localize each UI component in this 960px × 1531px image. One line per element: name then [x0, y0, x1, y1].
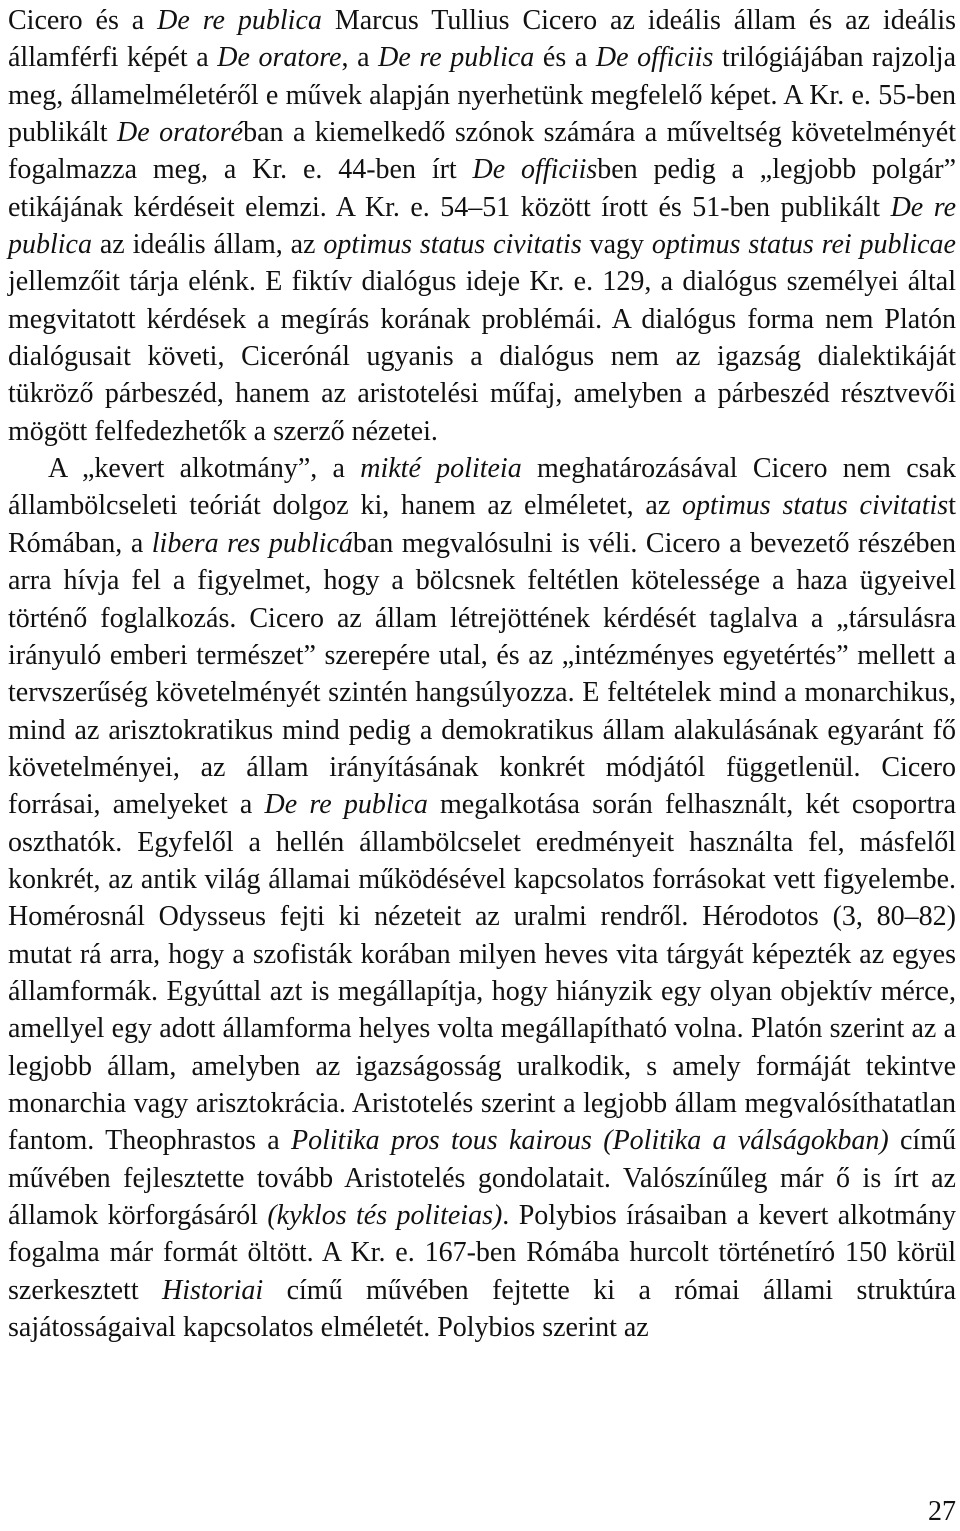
italic-text-run: De re publica	[264, 789, 428, 821]
italic-text-run: De re publica	[8, 191, 956, 261]
text-run: vagy	[581, 229, 652, 261]
document-page	[8, 2, 956, 1346]
page-number: 27	[928, 1496, 956, 1527]
text-run: , a	[341, 42, 379, 74]
text-run: jellemzőit tárja elénk. E fiktív dialógus ideje Kr. e. 129, a dialógus személyei által megvitatott kérdések a megírás korának problémái. A dialógus forma nem Platón dialógusait követi, Cicerónál ugyanis a dialógus nem az igazság dialektikáját tükröző párbeszéd, hanem az aristotelési műfaj, amelyben a párbeszéd résztvevői mögött felfedezhetők a szerző nézetei.	[8, 266, 956, 447]
italic-text-run: De officiis	[472, 154, 598, 186]
text-run: című művében fejtette ki a római állami struktúra sajátosságaival kapcsolatos elméletét. Polybios szerint az	[8, 1274, 956, 1344]
italic-text-run: mikté politeia	[360, 453, 522, 485]
text-run: meghatározásával Cicero nem csak állambölcseleti teóriát dolgoz ki, hanem az elméletet, az	[8, 453, 956, 522]
text-run: és a	[534, 42, 596, 74]
italic-text-run: optimus status civitatis	[323, 229, 582, 261]
italic-text-run: (kyklos tés politeias)	[267, 1200, 503, 1231]
text-run: Marcus Tullius Cicero az ideális állam és az ideális államférfi képét a	[8, 5, 957, 74]
italic-text-run: Historiai	[162, 1274, 264, 1306]
text-run: trilógiájában rajzolja meg, államelméletéről e művek alapján nyerhetünk megfelelő képet. A Kr. e. 55-ben publikált	[8, 42, 957, 149]
italic-text-run: De oratore	[217, 42, 342, 74]
text-run: megalkotása során felhasznált, két csoportra oszthatók. Egyfelől a hellén állambölcselet eredményeit használta fel, másfelől konkrét, az antik világ államai működésével kapcsolatos forrásokat vett figyelembe. Homérosnál Odysseus fejti ki nézeteit az uralmi rendről. Hérodotos (3, 80–82) mutat rá arra, hogy a szofisták korában milyen heves vita tárgyát képezték az egyes államformák. Egyúttal azt is megállapítja, hogy hiányzik egy olyan objektív mérce, amellyel egy adott államforma helyes volta megállapítható volna. Platón szerint az a legjobb állam, amelyben az igazságosság uralkodik, s amely formáját tekintve monarchia vagy arisztokrácia. Aristotelés szerint a legjobb állam megvalósíthatatlan fantom. Theophrastos a	[8, 789, 957, 1157]
italic-text-run: De officiis	[595, 42, 714, 74]
text-run: ban megvalósulni is véli. Cicero a bevezető részében arra hívja fel a figyelmet, hogy a bölcsnek feltétlen kötelessége a haza ügyeivel történő foglalkozás. Cicero az állam létrejöttének kérdését taglalva a „társulásra irányuló emberi természet” szerepére utal, és az „intézményes egyetértés” mellett a tervszerűség követelményét szintén hangsúlyozza. E feltételek mind a monarchikus, mind az arisztokratikus mind pedig a demokratikus állam alakulásának egyaránt fő követelményei, az állam irányításának konkrét módjától függetlenül. Cicero forrásai, amelyeket a	[8, 527, 956, 821]
paragraph-1	[8, 2, 956, 450]
text-run: című művében fejlesztette tovább Aristotelés gondolatait. Valószínűleg már ő is írt az államok körforgásáról	[8, 1125, 956, 1231]
text-run: . Polybios írásaiban a kevert alkotmány fogalma már formát öltött. A Kr. e. 167-ben Rómába hurcolt történetíró 150 körül szerkesztett	[8, 1200, 956, 1306]
paragraph-2	[8, 450, 956, 1346]
text-run: Cicero és a	[8, 5, 158, 36]
text-run: A „kevert alkotmány”, a	[48, 453, 361, 485]
italic-text-run: De re publica	[378, 42, 535, 74]
italic-text-run: optimus status rei publicae	[651, 229, 956, 261]
text-run: ban a kiemelkedő szónok számára a műveltség követelményét fogalmazza meg, a Kr. e. 44-ben írt	[8, 117, 956, 186]
text-run: ben pedig a „legjobb polgár” etikájának kérdéseit elemzi. A Kr. e. 54–51 között írott és 51-ben publikált	[8, 154, 957, 223]
italic-text-run: libera res publicá	[151, 527, 353, 559]
italic-text-run: Politika pros tous kairous (Politika a válságokban)	[291, 1125, 889, 1157]
italic-text-run: De re publica	[157, 5, 322, 36]
text-run: az ideális állam, az	[92, 229, 324, 261]
italic-text-run: optimus status civitatis	[682, 490, 949, 522]
text-run: t Rómában, a	[8, 490, 956, 559]
italic-text-run: De oratoré	[116, 117, 244, 149]
